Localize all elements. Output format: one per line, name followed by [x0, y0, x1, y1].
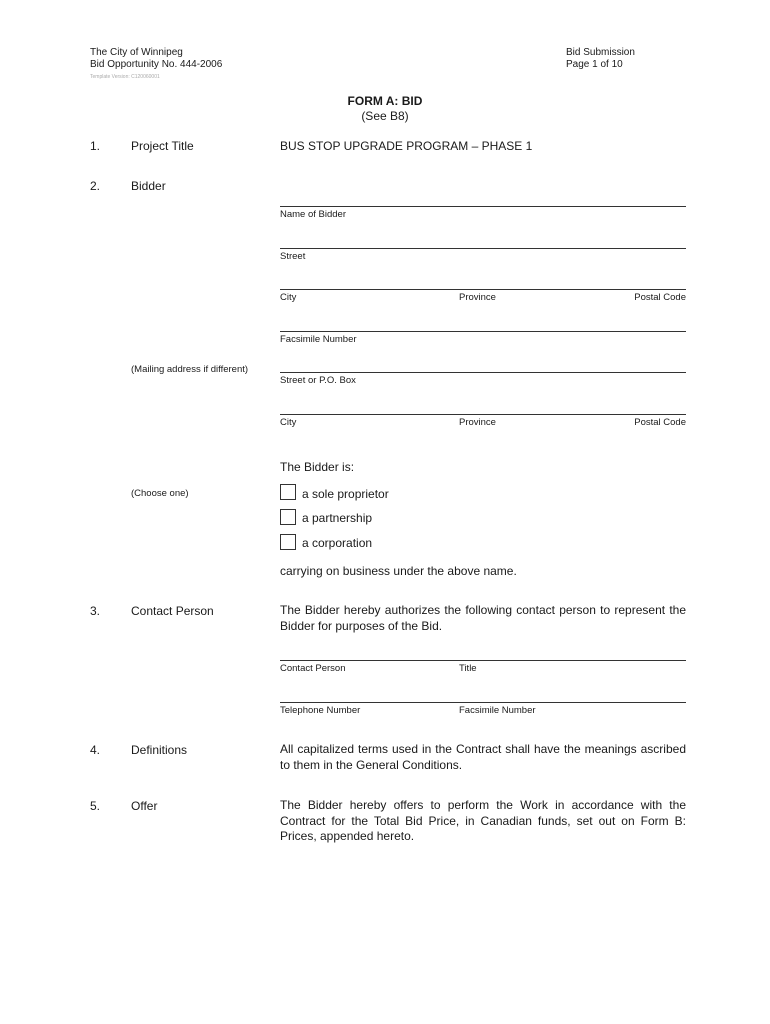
sole-proprietor-checkbox[interactable]: [280, 484, 296, 500]
facsimile-caption: Facsimile Number: [280, 334, 357, 345]
section-5-label: Offer: [131, 799, 158, 813]
header-bid-opportunity: Bid Opportunity No. 444-2006: [90, 59, 223, 70]
sole-proprietor-label: a sole proprietor: [302, 487, 389, 501]
section-2-label: Bidder: [131, 179, 166, 193]
contact-person-caption: Contact Person: [280, 663, 346, 674]
section-3-number: 3.: [90, 604, 101, 618]
mailing-street-line[interactable]: [280, 372, 686, 373]
header-bid-submission: Bid Submission: [566, 47, 635, 58]
name-of-bidder-line[interactable]: [280, 206, 686, 207]
definitions-paragraph: All capitalized terms used in the Contract shall have the meanings ascribed to them in the General Conditions.: [280, 742, 686, 772]
street-line[interactable]: [280, 248, 686, 249]
choose-one-note: (Choose one): [131, 488, 189, 499]
project-title-value: BUS STOP UPGRADE PROGRAM – PHASE 1: [280, 139, 533, 153]
province-caption-2: Province: [459, 417, 496, 428]
facsimile-line[interactable]: [280, 331, 686, 332]
city-caption-2: City: [280, 417, 297, 428]
telephone-number-caption: Telephone Number: [280, 705, 361, 716]
street-po-box-caption: Street or P.O. Box: [280, 375, 356, 386]
mailing-address-note: (Mailing address if different): [131, 364, 249, 375]
section-2-number: 2.: [90, 179, 101, 193]
form-subtitle: (See B8): [361, 109, 409, 123]
section-5-number: 5.: [90, 799, 101, 813]
title-caption: Title: [459, 663, 477, 674]
postal-code-caption-2: Postal Code: [634, 417, 686, 428]
contact-person-line[interactable]: [280, 660, 686, 661]
section-1-label: Project Title: [131, 139, 194, 153]
bidder-is-label: The Bidder is:: [280, 460, 355, 474]
partnership-label: a partnership: [302, 511, 373, 525]
city-caption: City: [280, 292, 297, 303]
postal-code-caption: Postal Code: [634, 292, 686, 303]
street-caption: Street: [280, 251, 306, 262]
template-version: Template Version: C120060001: [90, 74, 160, 80]
mailing-city-line[interactable]: [280, 414, 686, 415]
corporation-label: a corporation: [302, 536, 373, 550]
city-province-postal-line[interactable]: [280, 289, 686, 290]
header-page-number: Page 1 of 10: [566, 59, 623, 70]
header-city: The City of Winnipeg: [90, 47, 183, 58]
contact-person-paragraph: The Bidder hereby authorizes the following contact person to represent the Bidder for purposes of the Bid.: [280, 603, 686, 633]
form-title: FORM A: BID: [347, 94, 423, 108]
partnership-checkbox[interactable]: [280, 509, 296, 525]
province-caption: Province: [459, 292, 496, 303]
telephone-facsimile-line[interactable]: [280, 702, 686, 703]
section-3-label: Contact Person: [131, 604, 214, 618]
offer-paragraph: The Bidder hereby offers to perform the Work in accordance with the Contract for the Total Bid Price, in Canadian funds, set out on Form B: Prices, appended hereto.: [280, 798, 686, 843]
section-4-number: 4.: [90, 743, 101, 757]
facsimile-number-caption: Facsimile Number: [459, 705, 536, 716]
section-1-number: 1.: [90, 139, 101, 153]
name-of-bidder-caption: Name of Bidder: [280, 209, 347, 220]
corporation-checkbox[interactable]: [280, 534, 296, 550]
section-4-label: Definitions: [131, 743, 188, 757]
carrying-on-business-text: carrying on business under the above name.: [280, 564, 517, 578]
